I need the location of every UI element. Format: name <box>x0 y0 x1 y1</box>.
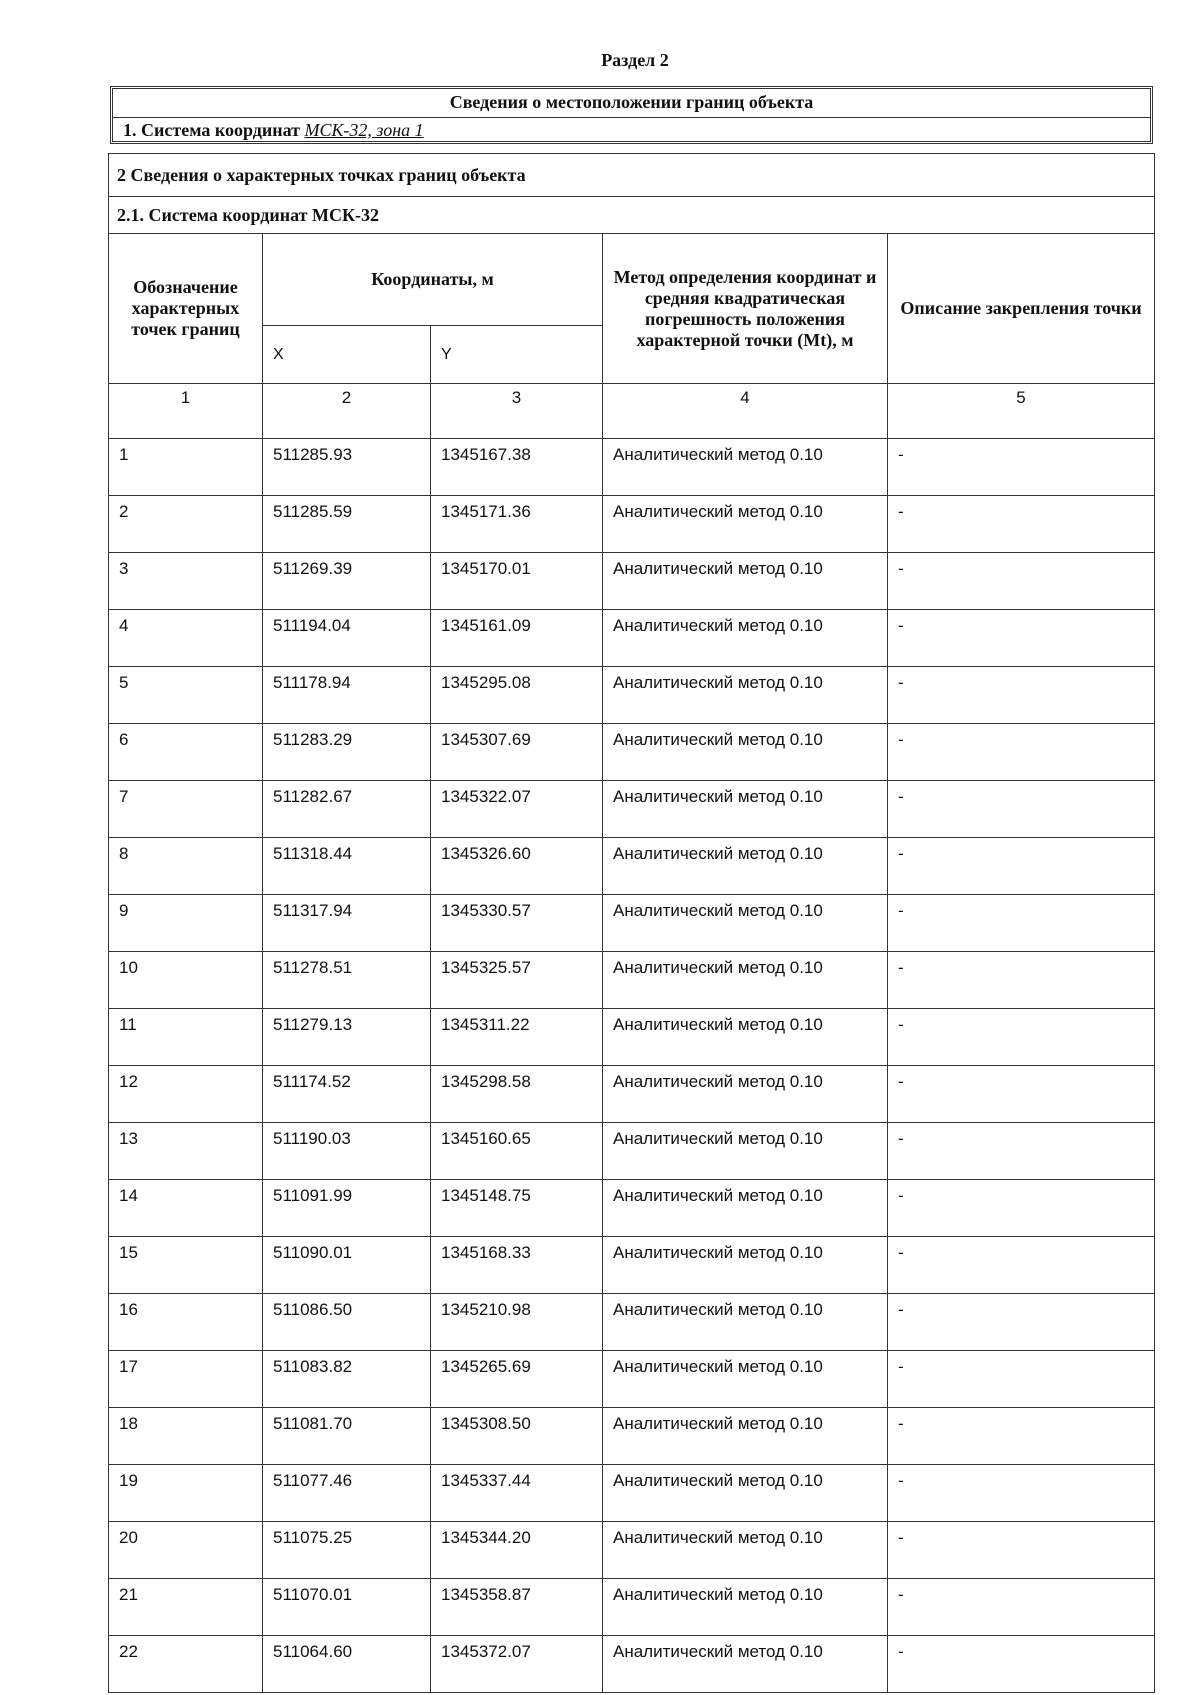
method-cell: Аналитический метод 0.10 <box>603 781 888 838</box>
table-row <box>109 952 1155 1009</box>
method-cell: Аналитический метод 0.10 <box>603 895 888 952</box>
fixing-description-cell: - <box>888 610 1155 667</box>
table-row <box>109 724 1155 781</box>
table-body <box>109 439 1155 1693</box>
heading-2: 2 Сведения о характерных точках границ объекта <box>109 154 1155 197</box>
y-coordinate-cell: 1345372.07 <box>431 1636 603 1693</box>
fixing-description-cell: - <box>888 838 1155 895</box>
col-point-header: Обозначение характерных точек границ <box>109 234 263 384</box>
col-coords-header: Координаты, м <box>263 234 603 326</box>
table-row <box>109 1522 1155 1579</box>
method-cell: Аналитический метод 0.10 <box>603 1294 888 1351</box>
y-coordinate-cell: 1345325.57 <box>431 952 603 1009</box>
method-cell: Аналитический метод 0.10 <box>603 1522 888 1579</box>
col-fixing-header: Описание закрепления точки <box>888 234 1155 384</box>
method-cell: Аналитический метод 0.10 <box>603 1408 888 1465</box>
point-number-cell: 15 <box>109 1237 263 1294</box>
method-cell: Аналитический метод 0.10 <box>603 1465 888 1522</box>
point-number-cell: 6 <box>109 724 263 781</box>
table-row <box>109 1237 1155 1294</box>
method-cell: Аналитический метод 0.10 <box>603 1237 888 1294</box>
x-coordinate-cell: 511285.59 <box>263 496 431 553</box>
fixing-description-cell: - <box>888 1579 1155 1636</box>
point-number-cell: 5 <box>109 667 263 724</box>
table-row <box>109 667 1155 724</box>
point-number-cell: 20 <box>109 1522 263 1579</box>
coordinate-system-value: МСК-32, зона 1 <box>304 120 424 140</box>
x-coordinate-cell: 511064.60 <box>263 1636 431 1693</box>
point-number-cell: 22 <box>109 1636 263 1693</box>
method-cell: Аналитический метод 0.10 <box>603 1009 888 1066</box>
col-number: 4 <box>603 384 888 439</box>
point-number-cell: 9 <box>109 895 263 952</box>
method-cell: Аналитический метод 0.10 <box>603 553 888 610</box>
fixing-description-cell: - <box>888 1351 1155 1408</box>
fixing-description-cell: - <box>888 1522 1155 1579</box>
point-number-cell: 13 <box>109 1123 263 1180</box>
fixing-description-cell: - <box>888 781 1155 838</box>
fixing-description-cell: - <box>888 1408 1155 1465</box>
fixing-description-cell: - <box>888 1009 1155 1066</box>
method-cell: Аналитический метод 0.10 <box>603 667 888 724</box>
column-header-row <box>109 234 1155 326</box>
fixing-description-cell: - <box>888 667 1155 724</box>
method-cell: Аналитический метод 0.10 <box>603 1066 888 1123</box>
point-number-cell: 2 <box>109 496 263 553</box>
y-coordinate-cell: 1345167.38 <box>431 439 603 496</box>
x-coordinate-cell: 511269.39 <box>263 553 431 610</box>
col-number: 5 <box>888 384 1155 439</box>
table-row <box>109 895 1155 952</box>
method-cell: Аналитический метод 0.10 <box>603 1579 888 1636</box>
table-row <box>109 1123 1155 1180</box>
x-coordinate-cell: 511194.04 <box>263 610 431 667</box>
heading-21: 2.1. Система координат МСК-32 <box>109 197 1155 234</box>
x-coordinate-cell: 511083.82 <box>263 1351 431 1408</box>
y-coordinate-cell: 1345210.98 <box>431 1294 603 1351</box>
y-coordinate-cell: 1345298.58 <box>431 1066 603 1123</box>
y-coordinate-cell: 1345326.60 <box>431 838 603 895</box>
fixing-description-cell: - <box>888 1636 1155 1693</box>
table-row <box>109 1009 1155 1066</box>
x-coordinate-cell: 511279.13 <box>263 1009 431 1066</box>
y-coordinate-cell: 1345344.20 <box>431 1522 603 1579</box>
fixing-description-cell: - <box>888 439 1155 496</box>
fixing-description-cell: - <box>888 895 1155 952</box>
method-cell: Аналитический метод 0.10 <box>603 496 888 553</box>
y-coordinate-cell: 1345160.65 <box>431 1123 603 1180</box>
y-coordinate-cell: 1345170.01 <box>431 553 603 610</box>
method-cell: Аналитический метод 0.10 <box>603 1180 888 1237</box>
x-coordinate-cell: 511090.01 <box>263 1237 431 1294</box>
col-number: 2 <box>263 384 431 439</box>
x-coordinate-cell: 511075.25 <box>263 1522 431 1579</box>
point-number-cell: 17 <box>109 1351 263 1408</box>
location-title: Сведения о местоположении границ объекта <box>113 89 1150 118</box>
method-cell: Аналитический метод 0.10 <box>603 610 888 667</box>
location-box <box>110 86 1153 144</box>
col-x-header: X <box>263 326 431 384</box>
x-coordinate-cell: 511285.93 <box>263 439 431 496</box>
x-coordinate-cell: 511077.46 <box>263 1465 431 1522</box>
method-cell: Аналитический метод 0.10 <box>603 724 888 781</box>
table-row <box>109 1579 1155 1636</box>
method-cell: Аналитический метод 0.10 <box>603 1636 888 1693</box>
fixing-description-cell: - <box>888 496 1155 553</box>
y-coordinate-cell: 1345330.57 <box>431 895 603 952</box>
fixing-description-cell: - <box>888 1066 1155 1123</box>
point-number-cell: 18 <box>109 1408 263 1465</box>
boundary-points-table <box>108 153 1155 1693</box>
table-row <box>109 1066 1155 1123</box>
fixing-description-cell: - <box>888 553 1155 610</box>
table-row <box>109 1180 1155 1237</box>
point-number-cell: 16 <box>109 1294 263 1351</box>
col-y-header: Y <box>431 326 603 384</box>
y-coordinate-cell: 1345307.69 <box>431 724 603 781</box>
table-row <box>109 838 1155 895</box>
table-row <box>109 496 1155 553</box>
x-coordinate-cell: 511278.51 <box>263 952 431 1009</box>
method-cell: Аналитический метод 0.10 <box>603 1123 888 1180</box>
method-cell: Аналитический метод 0.10 <box>603 838 888 895</box>
col-method-header: Метод определения координат и средняя квадратическая погрешность положения характерной точки (Mt), м <box>603 234 888 384</box>
x-coordinate-cell: 511174.52 <box>263 1066 431 1123</box>
table-row <box>109 553 1155 610</box>
method-cell: Аналитический метод 0.10 <box>603 439 888 496</box>
x-coordinate-cell: 511318.44 <box>263 838 431 895</box>
table-row <box>109 1294 1155 1351</box>
x-coordinate-cell: 511081.70 <box>263 1408 431 1465</box>
y-coordinate-cell: 1345311.22 <box>431 1009 603 1066</box>
method-cell: Аналитический метод 0.10 <box>603 1351 888 1408</box>
method-cell: Аналитический метод 0.10 <box>603 952 888 1009</box>
fixing-description-cell: - <box>888 1123 1155 1180</box>
table-row <box>109 610 1155 667</box>
y-coordinate-cell: 1345265.69 <box>431 1351 603 1408</box>
point-number-cell: 1 <box>109 439 263 496</box>
x-coordinate-cell: 511178.94 <box>263 667 431 724</box>
y-coordinate-cell: 1345308.50 <box>431 1408 603 1465</box>
table-row <box>109 781 1155 838</box>
column-number-row <box>109 384 1155 439</box>
heading-row-21 <box>109 197 1155 234</box>
table-row <box>109 439 1155 496</box>
table-row <box>109 1351 1155 1408</box>
y-coordinate-cell: 1345171.36 <box>431 496 603 553</box>
table-row <box>109 1465 1155 1522</box>
col-number: 1 <box>109 384 263 439</box>
y-coordinate-cell: 1345337.44 <box>431 1465 603 1522</box>
point-number-cell: 12 <box>109 1066 263 1123</box>
x-coordinate-cell: 511317.94 <box>263 895 431 952</box>
point-number-cell: 21 <box>109 1579 263 1636</box>
point-number-cell: 19 <box>109 1465 263 1522</box>
col-number: 3 <box>431 384 603 439</box>
heading-row-2 <box>109 154 1155 197</box>
y-coordinate-cell: 1345295.08 <box>431 667 603 724</box>
x-coordinate-cell: 511091.99 <box>263 1180 431 1237</box>
section-title: Раздел 2 <box>601 50 669 70</box>
fixing-description-cell: - <box>888 1180 1155 1237</box>
table-row <box>109 1408 1155 1465</box>
fixing-description-cell: - <box>888 952 1155 1009</box>
y-coordinate-cell: 1345358.87 <box>431 1579 603 1636</box>
x-coordinate-cell: 511086.50 <box>263 1294 431 1351</box>
y-coordinate-cell: 1345168.33 <box>431 1237 603 1294</box>
x-coordinate-cell: 511070.01 <box>263 1579 431 1636</box>
x-coordinate-cell: 511283.29 <box>263 724 431 781</box>
coordinate-system-line <box>113 118 1150 142</box>
point-number-cell: 8 <box>109 838 263 895</box>
coordinate-system-prefix: 1. Система координат <box>123 120 305 140</box>
x-coordinate-cell: 511190.03 <box>263 1123 431 1180</box>
fixing-description-cell: - <box>888 1237 1155 1294</box>
table-row <box>109 1636 1155 1693</box>
y-coordinate-cell: 1345161.09 <box>431 610 603 667</box>
fixing-description-cell: - <box>888 724 1155 781</box>
fixing-description-cell: - <box>888 1465 1155 1522</box>
y-coordinate-cell: 1345322.07 <box>431 781 603 838</box>
point-number-cell: 14 <box>109 1180 263 1237</box>
x-coordinate-cell: 511282.67 <box>263 781 431 838</box>
fixing-description-cell: - <box>888 1294 1155 1351</box>
point-number-cell: 3 <box>109 553 263 610</box>
point-number-cell: 11 <box>109 1009 263 1066</box>
y-coordinate-cell: 1345148.75 <box>431 1180 603 1237</box>
point-number-cell: 10 <box>109 952 263 1009</box>
point-number-cell: 7 <box>109 781 263 838</box>
point-number-cell: 4 <box>109 610 263 667</box>
